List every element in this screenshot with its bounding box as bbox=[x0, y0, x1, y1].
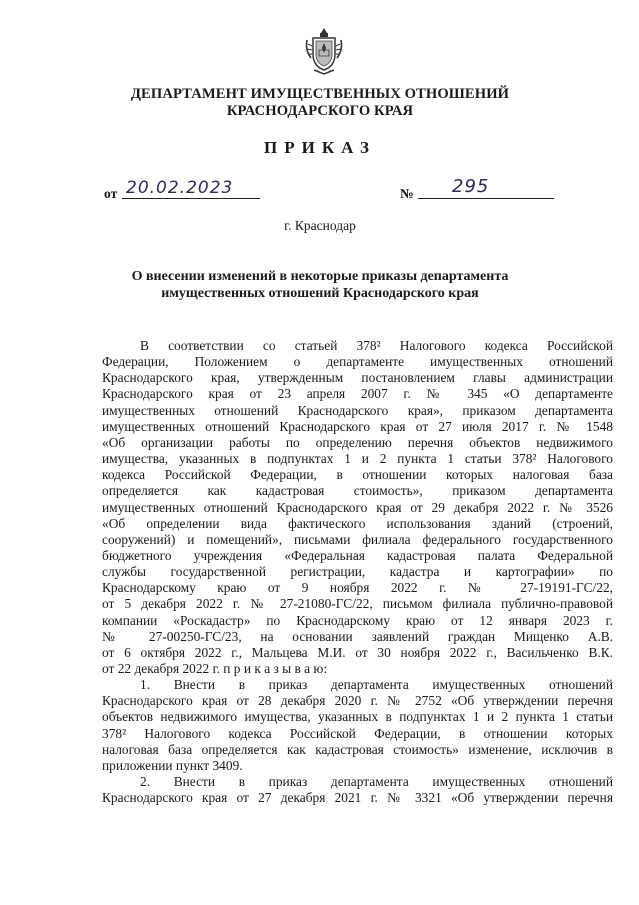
coat-of-arms-emblem-icon bbox=[304, 26, 344, 76]
body-text-line: Краснодарскому краю от 9 ноября 2022 г. № 27-19191-ГС/22, bbox=[102, 580, 613, 596]
body-text-line: сооружений) и помещений», письмами филиала федерального государственного bbox=[102, 531, 613, 547]
body-text-line: от 5 декабря 2022 г. № 27-21080-ГС/22, письмом филиала публично-правовой bbox=[102, 596, 613, 612]
date-handwritten-value: 20.02.2023 bbox=[126, 178, 234, 198]
body-text-line: налоговая база определяется как кадастровая стоимость» изменение, исключив в bbox=[102, 741, 613, 757]
body-text-line: 378² Налогового кодекса Российской Федерации, в отношении которых bbox=[102, 725, 613, 741]
date-underline bbox=[122, 198, 260, 199]
body-text-line: определяется как кадастровая стоимость», приказом департамента bbox=[102, 483, 613, 499]
body-text-line: от 6 октября 2022 г., Мальцева М.И. от 30 ноября 2022 г., Васильченко В.К. bbox=[102, 644, 613, 660]
body-text-line: приложении пункт 3409. bbox=[102, 757, 243, 773]
body-text-line: имущественных отношений Краснодарского края от 29 декабря 2022 г. № 3526 bbox=[102, 499, 613, 515]
body-text-line: «Об организации работы по определению перечня объектов недвижимого bbox=[102, 434, 613, 450]
body-text-line: 1. Внести в приказ департамента имущественных отношений bbox=[140, 677, 613, 693]
body-text-line: от 22 декабря 2022 г. п р и к а з ы в а ю: bbox=[102, 661, 328, 676]
body-text-line: «Об определении вида фактического использования зданий (строений, bbox=[102, 515, 613, 531]
body-text-line: 2. Внести в приказ департамента имущественных отношений bbox=[140, 774, 613, 790]
city-label: г. Краснодар bbox=[284, 218, 356, 233]
date-label: от bbox=[104, 186, 118, 201]
body-text-line: бюджетного учреждения «Федеральная кадастровая палата Федеральной bbox=[102, 547, 613, 563]
body-text-line: имущественных отношений Краснодарского края от 27 июля 2017 г. № 1548 bbox=[102, 418, 613, 434]
body-text-line: В соответствии со статьей 378² Налогового кодекса Российской bbox=[140, 338, 613, 353]
body-text-line: имущественных отношений Краснодарского края», приказом департамента bbox=[102, 402, 613, 418]
body-text-line: Краснодарского края от 28 декабря 2020 г. № 2752 «Об утверждении перечня bbox=[102, 693, 613, 709]
order-title-line1: О внесении изменений в некоторые приказы департамента bbox=[131, 269, 509, 284]
body-text-line: кодекса Российской Федерации, в отношении которых налоговая база bbox=[102, 467, 613, 483]
document-type-heading: ПРИКАЗ bbox=[264, 138, 376, 157]
number-label: № bbox=[400, 186, 414, 201]
body-text-line: Федерации, Положением о департаменте имущественных отношений bbox=[102, 354, 613, 370]
body-text-line: объектов недвижимого имущества, указанных в подпунктах 1 и 2 пункта 1 статьи bbox=[102, 709, 613, 725]
body-text-line: Краснодарского края от 27 декабря 2021 г. № 3321 «Об утверждении перечня bbox=[102, 790, 613, 806]
department-name-line2: КРАСНОДАРСКОГО КРАЯ bbox=[226, 103, 414, 119]
number-underline bbox=[418, 198, 554, 199]
body-text-line: компании «Роскадастр» по Краснодарскому краю от 12 января 2023 г. bbox=[102, 612, 613, 628]
date-number-row bbox=[104, 176, 554, 202]
body-text-line: имущества, указанных в подпунктах 1 и 2 пункта 1 статьи 378² Налогового bbox=[102, 451, 613, 467]
body-text-line: Краснодарского края, утвержденным постановлением главы администрации bbox=[102, 370, 613, 386]
body-text-line: Краснодарского края от 23 апреля 2007 г. № 345 «О департаменте bbox=[102, 386, 613, 402]
number-handwritten-value: 295 bbox=[452, 176, 490, 197]
body-text-line: № 27-00250-ГС/23, на основании заявлений граждан Мищенко А.В. bbox=[102, 628, 613, 644]
department-name-line1: ДЕПАРТАМЕНТ ИМУЩЕСТВЕННЫХ ОТНОШЕНИЙ bbox=[130, 86, 510, 102]
body-text-line: службы государственной регистрации, кадастра и картографии» по bbox=[102, 564, 613, 580]
order-title-line2: имущественных отношений Краснодарского края bbox=[161, 286, 479, 301]
